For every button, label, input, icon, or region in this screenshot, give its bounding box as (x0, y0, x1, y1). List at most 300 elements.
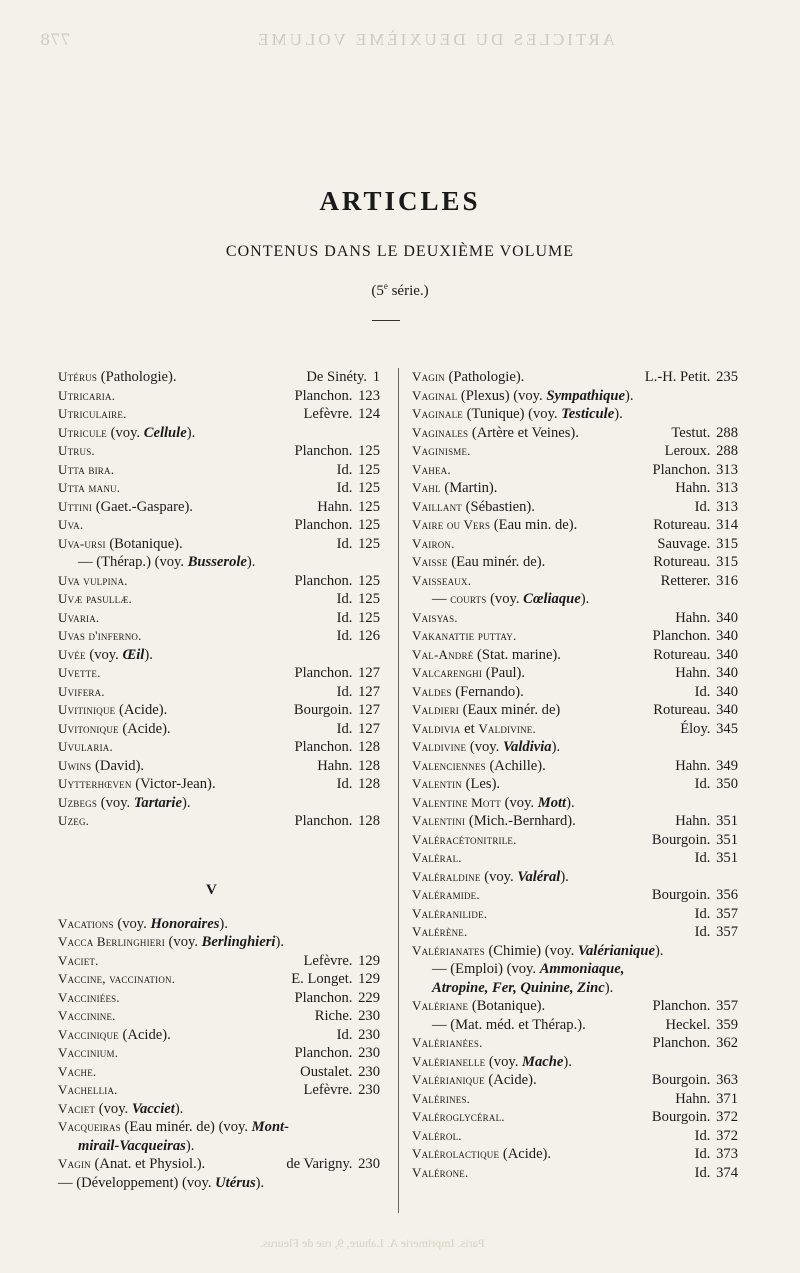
entry-attribution (695, 923, 738, 942)
index-entry (412, 868, 738, 887)
entry-detail: ). (181, 794, 191, 811)
entry-attribution (695, 1164, 738, 1183)
entry-author: Leroux. (664, 443, 711, 459)
entry-detail: (Gaet.-Gaspare). (92, 498, 193, 515)
index-entry (58, 405, 380, 424)
entry-detail: (Eau minér. de) (voy. (120, 1119, 252, 1135)
entry-headword: Vaccinine. (58, 1008, 116, 1023)
entry-term (412, 757, 546, 776)
index-entry (58, 933, 380, 952)
entry-term (412, 1053, 572, 1072)
index-entry (58, 1137, 380, 1156)
entry-page-number: 129 (354, 952, 380, 969)
index-entry (412, 849, 738, 868)
entry-dash: — (432, 591, 451, 607)
entry-headword: Valérol. (412, 1127, 462, 1143)
index-entry (58, 1174, 380, 1193)
entry-term (58, 1007, 116, 1026)
entry-crossref: Cœliaque (523, 591, 581, 607)
entry-attribution (652, 886, 738, 905)
entry-author: Retterer. (660, 572, 711, 589)
entry-attribution (652, 997, 738, 1016)
entry-headword: Valérone. (412, 1164, 469, 1180)
entry-headword: Vaire ou Vers (412, 517, 491, 532)
entry-attribution (671, 424, 738, 443)
entry-detail: (Acide). (118, 1026, 171, 1043)
index-entry (412, 590, 738, 609)
entry-author: Planchon. (294, 989, 353, 1006)
entry-page-number: 127 (354, 720, 380, 737)
index-entry (58, 368, 380, 387)
index-entry (412, 942, 738, 961)
entry-attribution (652, 1034, 738, 1053)
index-entry (58, 775, 380, 794)
index-entry (412, 1053, 738, 1072)
entry-author: Rotureau. (653, 554, 711, 570)
right-entries (412, 368, 738, 1182)
entry-crossref: Œil (122, 646, 145, 663)
entry-author: Planchon. (652, 998, 711, 1014)
index-entry (412, 368, 738, 387)
index-entry (412, 664, 738, 683)
entry-attribution (652, 461, 738, 480)
entry-attribution (337, 683, 380, 702)
entry-term (58, 461, 114, 480)
entry-term (58, 915, 228, 934)
entry-attribution (652, 1108, 738, 1127)
entry-term (432, 979, 613, 998)
entry-term (432, 590, 589, 609)
entry-page-number: 363 (712, 1072, 738, 1088)
entry-headword: Vakanattie puttay. (412, 628, 517, 643)
entry-headword: Uva vulpina. (58, 572, 128, 588)
entry-term (412, 609, 458, 628)
index-entry (58, 720, 380, 739)
entry-term (432, 960, 624, 979)
entry-headword: Vaisyas. (412, 609, 458, 625)
entry-page-number: 230 (354, 1008, 380, 1024)
index-entry (412, 461, 738, 480)
entry-page-number: 123 (354, 387, 380, 404)
entry-detail: ). (219, 915, 228, 932)
entry-headword: Vagin (412, 369, 445, 384)
entry-attribution (695, 905, 738, 924)
entry-headword: Valdivia (412, 720, 461, 736)
entry-attribution (337, 627, 380, 646)
entry-term (58, 646, 153, 665)
entry-detail: (voy. (106, 424, 144, 441)
entry-term (432, 1016, 586, 1035)
entry-term (58, 952, 99, 971)
page-title: ARTICLES (319, 186, 481, 216)
entry-author: Hahn. (675, 665, 711, 681)
entry-term (58, 812, 89, 831)
entry-crossref: Mache (522, 1053, 564, 1070)
entry-page-number: 230 (354, 1082, 380, 1098)
entry-term (58, 516, 83, 535)
entry-crossref: Atropine, Fer, Quinine, Zinc (432, 979, 605, 996)
entry-detail: (Tunique) (voy. (462, 406, 562, 422)
entry-author: Hahn. (675, 609, 711, 626)
index-entry (58, 1155, 380, 1174)
entry-detail: (Anat. et Physiol.). (90, 1156, 206, 1172)
entry-page-number: 1 (369, 369, 380, 385)
index-entry (412, 1127, 738, 1146)
entry-page-number: 128 (354, 757, 380, 774)
index-entry (412, 923, 738, 942)
entry-headword: Valéramide. (412, 887, 480, 902)
entry-author: Id. (694, 924, 711, 940)
entry-author: Id. (336, 776, 353, 792)
entry-author: Planchon. (652, 1035, 711, 1051)
entry-author: Rotureau. (653, 646, 711, 663)
entry-author: Planchon. (294, 572, 353, 589)
entry-author: Id. (694, 1164, 711, 1181)
entry-headword: Uva-ursi (58, 535, 106, 551)
entry-author: Éloy. (680, 720, 711, 737)
entry-headword: Valérines. (412, 1090, 471, 1106)
entry-headword: Uvæ pasullæ. (58, 591, 132, 606)
entry-detail: ). (560, 868, 569, 885)
index-entry (58, 1063, 380, 1082)
entry-headword: Utrus. (58, 443, 95, 458)
index-entry (412, 387, 738, 406)
entry-attribution (675, 1090, 738, 1109)
entry-detail: (Eau minér. de). (447, 554, 546, 570)
index-entry (58, 646, 380, 665)
entry-crossref: Valdivia (502, 739, 552, 755)
index-entry (58, 757, 380, 776)
entry-detail: ). (654, 942, 664, 959)
entry-author: Id. (336, 720, 353, 737)
entry-attribution (652, 831, 738, 850)
entry-term (58, 1174, 264, 1193)
entry-term (412, 794, 575, 813)
index-entry (58, 989, 380, 1008)
entry-page-number: 288 (712, 443, 738, 459)
entry-headword: Valériane (412, 998, 469, 1013)
entry-term (58, 1044, 118, 1063)
index-entry (412, 424, 738, 443)
entry-attribution (294, 516, 380, 535)
entry-author: Lefèvre. (303, 406, 353, 422)
entry-term (78, 1137, 194, 1156)
entry-term (412, 387, 634, 406)
entry-headword: Uvaria. (58, 609, 100, 625)
entry-headword: Uwins (58, 757, 92, 773)
entry-headword: Valérianates (412, 942, 485, 958)
entry-attribution (294, 989, 380, 1008)
entry-term (412, 775, 500, 794)
entry-detail: (voy. (113, 915, 151, 932)
entry-attribution (675, 812, 738, 831)
entry-term (412, 498, 535, 517)
index-entry (412, 535, 738, 554)
entry-headword: Utérus (58, 369, 98, 384)
index-entry (412, 1034, 738, 1053)
entry-headword: Uvitonique (58, 720, 119, 736)
entry-term (78, 553, 255, 572)
entry-attribution (286, 1155, 380, 1174)
entry-attribution (665, 442, 738, 461)
entry-term (412, 868, 569, 887)
entry-crossref: Busserole (187, 554, 247, 570)
entry-attribution (653, 553, 738, 572)
entry-headword: Uvée (58, 646, 86, 662)
entry-author: L.-H. Petit. (644, 369, 711, 385)
index-entry (412, 775, 738, 794)
entry-headword: Valéracétonitrile. (412, 831, 517, 847)
left-column (58, 368, 380, 1192)
index-entry (412, 757, 738, 776)
entry-page-number: 340 (712, 683, 738, 700)
entry-term (412, 831, 517, 850)
entry-page-number: 349 (712, 757, 738, 774)
entry-attribution (645, 368, 738, 387)
entry-page-number: 125 (354, 535, 380, 552)
entry-author: Rotureau. (653, 702, 711, 718)
index-entry (58, 590, 380, 609)
entry-author: De Sinéty. (306, 369, 368, 385)
entry-crossref: Valéral (517, 868, 561, 885)
entry-attribution (294, 812, 380, 831)
entry-page-number: 315 (712, 535, 738, 552)
entry-page-number: 288 (712, 424, 738, 441)
entry-term (412, 646, 561, 665)
index-entry (412, 997, 738, 1016)
index-entry (412, 905, 738, 924)
entry-detail: ). (255, 1174, 265, 1191)
index-entry (412, 1108, 738, 1127)
entry-author: Id. (694, 850, 711, 866)
entry-headword: Vaginisme. (412, 443, 471, 458)
entry-headword: Uvas d'inferno. (58, 628, 142, 643)
entry-page-number: 127 (354, 665, 380, 681)
entry-crossref: Vacciet (131, 1100, 175, 1117)
index-entry (58, 498, 380, 517)
entry-headword: Valéranilide. (412, 905, 488, 921)
entry-attribution (665, 1016, 738, 1035)
entry-term (412, 442, 471, 461)
entry-headword: Utricule (58, 424, 107, 440)
entry-page-number: 362 (712, 1035, 738, 1051)
bleed-through-page-number: 778 (40, 30, 71, 49)
entry-page-number: 345 (712, 720, 738, 737)
entry-headword: Utriculaire. (58, 406, 127, 421)
entry-detail: (Eaux minér. de) (458, 702, 561, 718)
entry-term (412, 1145, 551, 1164)
entry-headword: Uvitinique (58, 702, 116, 717)
entry-headword: Valdivine. (478, 720, 536, 736)
index-entry (58, 572, 380, 591)
entry-page-number: 126 (354, 628, 380, 644)
entry-term (412, 627, 516, 646)
entry-detail: ). (144, 646, 153, 663)
index-entry (412, 405, 738, 424)
entry-page-number: 125 (354, 443, 380, 459)
entry-term (58, 757, 144, 776)
entry-term (412, 720, 536, 739)
entry-detail: (Développement) (voy. (76, 1174, 216, 1191)
index-entry (58, 664, 380, 683)
entry-term (58, 701, 167, 720)
entry-crossref: Mott (537, 794, 567, 811)
entry-page-number: 127 (354, 702, 380, 718)
index-entry (412, 627, 738, 646)
entry-term (58, 720, 171, 739)
entry-headword: Vacations (58, 915, 114, 931)
index-entry (58, 1026, 380, 1045)
index-entry (412, 572, 738, 591)
entry-detail: (Sébastien). (461, 498, 535, 515)
entry-page-number: 125 (354, 461, 380, 478)
entry-attribution (294, 738, 380, 757)
entry-term (412, 1164, 468, 1183)
index-entry (412, 498, 738, 517)
index-entry (58, 794, 380, 813)
index-entry (412, 960, 738, 979)
entry-attribution (337, 775, 380, 794)
entry-detail: (Mich.-Bernhard). (465, 813, 576, 829)
entry-headword: Valcarenghi (412, 665, 483, 680)
entry-headword: Valérianelle (412, 1053, 486, 1069)
entry-detail: (Paul). (482, 665, 526, 681)
entry-headword: Valérolactique (412, 1146, 500, 1161)
entry-attribution (294, 1044, 380, 1063)
entry-page-number: 357 (712, 905, 738, 922)
entry-headword: Vaginales (412, 424, 469, 440)
entry-attribution (337, 479, 380, 498)
index-entry (58, 553, 380, 572)
entry-term (412, 572, 471, 591)
index-entry (412, 1145, 738, 1164)
entry-author: Planchon. (294, 1045, 353, 1061)
entry-crossref: Tartarie (133, 794, 182, 811)
index-entry (58, 701, 380, 720)
entry-term (58, 970, 175, 989)
column-divider (398, 368, 399, 1213)
entry-page-number: 340 (712, 665, 738, 681)
entry-page-number: 359 (712, 1016, 738, 1033)
entry-page-number: 356 (712, 887, 738, 903)
entry-detail: (voy. (95, 1100, 132, 1117)
index-entry (58, 1007, 380, 1026)
entry-crossref: Honoraires (150, 915, 220, 932)
entry-detail: (voy. (85, 646, 123, 663)
entry-headword: Utta bira. (58, 461, 115, 477)
entry-page-number: 340 (712, 702, 738, 718)
entry-attribution (337, 461, 380, 480)
entry-headword: Uvifera. (58, 683, 105, 699)
entry-attribution (337, 1026, 380, 1045)
entry-author: Rotureau. (653, 517, 711, 533)
entry-term (58, 775, 216, 794)
entry-detail: (Acide). (118, 720, 171, 737)
entry-term (58, 1081, 118, 1100)
entry-attribution (337, 535, 380, 554)
entry-detail: ). (604, 979, 614, 996)
entry-term (412, 738, 560, 757)
entry-author: Id. (694, 683, 711, 700)
entry-crossref: Testicule (561, 406, 615, 422)
entry-attribution (294, 664, 380, 683)
entry-author: Oustalet. (300, 1063, 353, 1080)
entry-detail: (Achille). (485, 757, 546, 774)
index-entry (412, 1164, 738, 1183)
entry-term (412, 942, 663, 961)
entry-attribution (652, 1071, 738, 1090)
entry-term (412, 553, 545, 572)
entry-detail: (Plexus) (voy. (457, 387, 547, 404)
entry-author: Id. (336, 609, 353, 626)
index-entry (58, 738, 380, 757)
entry-page-number: 357 (712, 924, 738, 940)
entry-detail: (Botanique). (105, 535, 183, 552)
index-entry (412, 886, 738, 905)
entry-term (412, 516, 577, 535)
entry-dash: — (58, 1174, 77, 1191)
entry-page-number: 128 (354, 813, 380, 829)
entry-term (412, 461, 451, 480)
index-entry (412, 1071, 738, 1090)
entry-attribution (661, 572, 738, 591)
index-entry (58, 970, 380, 989)
bleed-through-footer: Paris. Imprimerie A. Lahure, 9, rue de Fleurus. (260, 1236, 485, 1250)
entry-author: Planchon. (294, 665, 353, 681)
entry-page-number: 125 (354, 609, 380, 626)
entry-page-number: 314 (712, 517, 738, 533)
entry-page-number: 230 (354, 1045, 380, 1061)
entry-author: Hahn. (317, 498, 353, 515)
entry-detail: ). (246, 554, 256, 570)
entry-detail: (Acide). (484, 1072, 537, 1088)
v-entries (58, 915, 380, 1193)
entry-headword: Valdes (412, 683, 452, 699)
entry-page-number: 351 (712, 813, 738, 829)
entry-detail: ). (624, 387, 634, 404)
entry-headword: Vaisseaux. (412, 572, 472, 588)
entry-author: Bourgoin. (651, 1109, 711, 1125)
entry-term (412, 479, 497, 498)
entry-term (58, 609, 99, 628)
entry-term (412, 701, 560, 720)
entry-attribution (695, 498, 738, 517)
entry-term (58, 794, 190, 813)
entry-attribution (306, 368, 380, 387)
entry-page-number: 316 (712, 572, 738, 589)
entry-headword: Valenciennes (412, 757, 486, 773)
index-entry (58, 915, 380, 934)
entry-headword: Valdieri (412, 702, 459, 717)
entry-dash: — (78, 554, 97, 570)
entry-attribution (695, 849, 738, 868)
index-entry (58, 1118, 380, 1137)
entry-headword: Valéraldine (412, 868, 481, 884)
entry-term (412, 1108, 505, 1127)
entry-headword: Vaccinium. (58, 1045, 119, 1060)
entry-author: Planchon. (294, 517, 353, 533)
entry-author: Hahn. (675, 757, 711, 774)
index-entry (58, 812, 380, 831)
entry-term (58, 387, 115, 406)
entry-headword: Uva. (58, 517, 84, 532)
entry-attribution (317, 757, 380, 776)
page-subtitle: CONTENUS DANS LE DEUXIÈME VOLUME (225, 243, 575, 260)
entry-detail: (David). (91, 757, 145, 774)
entry-author: Id. (336, 683, 353, 700)
entry-attribution (675, 757, 738, 776)
entry-page-number: 313 (712, 461, 738, 478)
